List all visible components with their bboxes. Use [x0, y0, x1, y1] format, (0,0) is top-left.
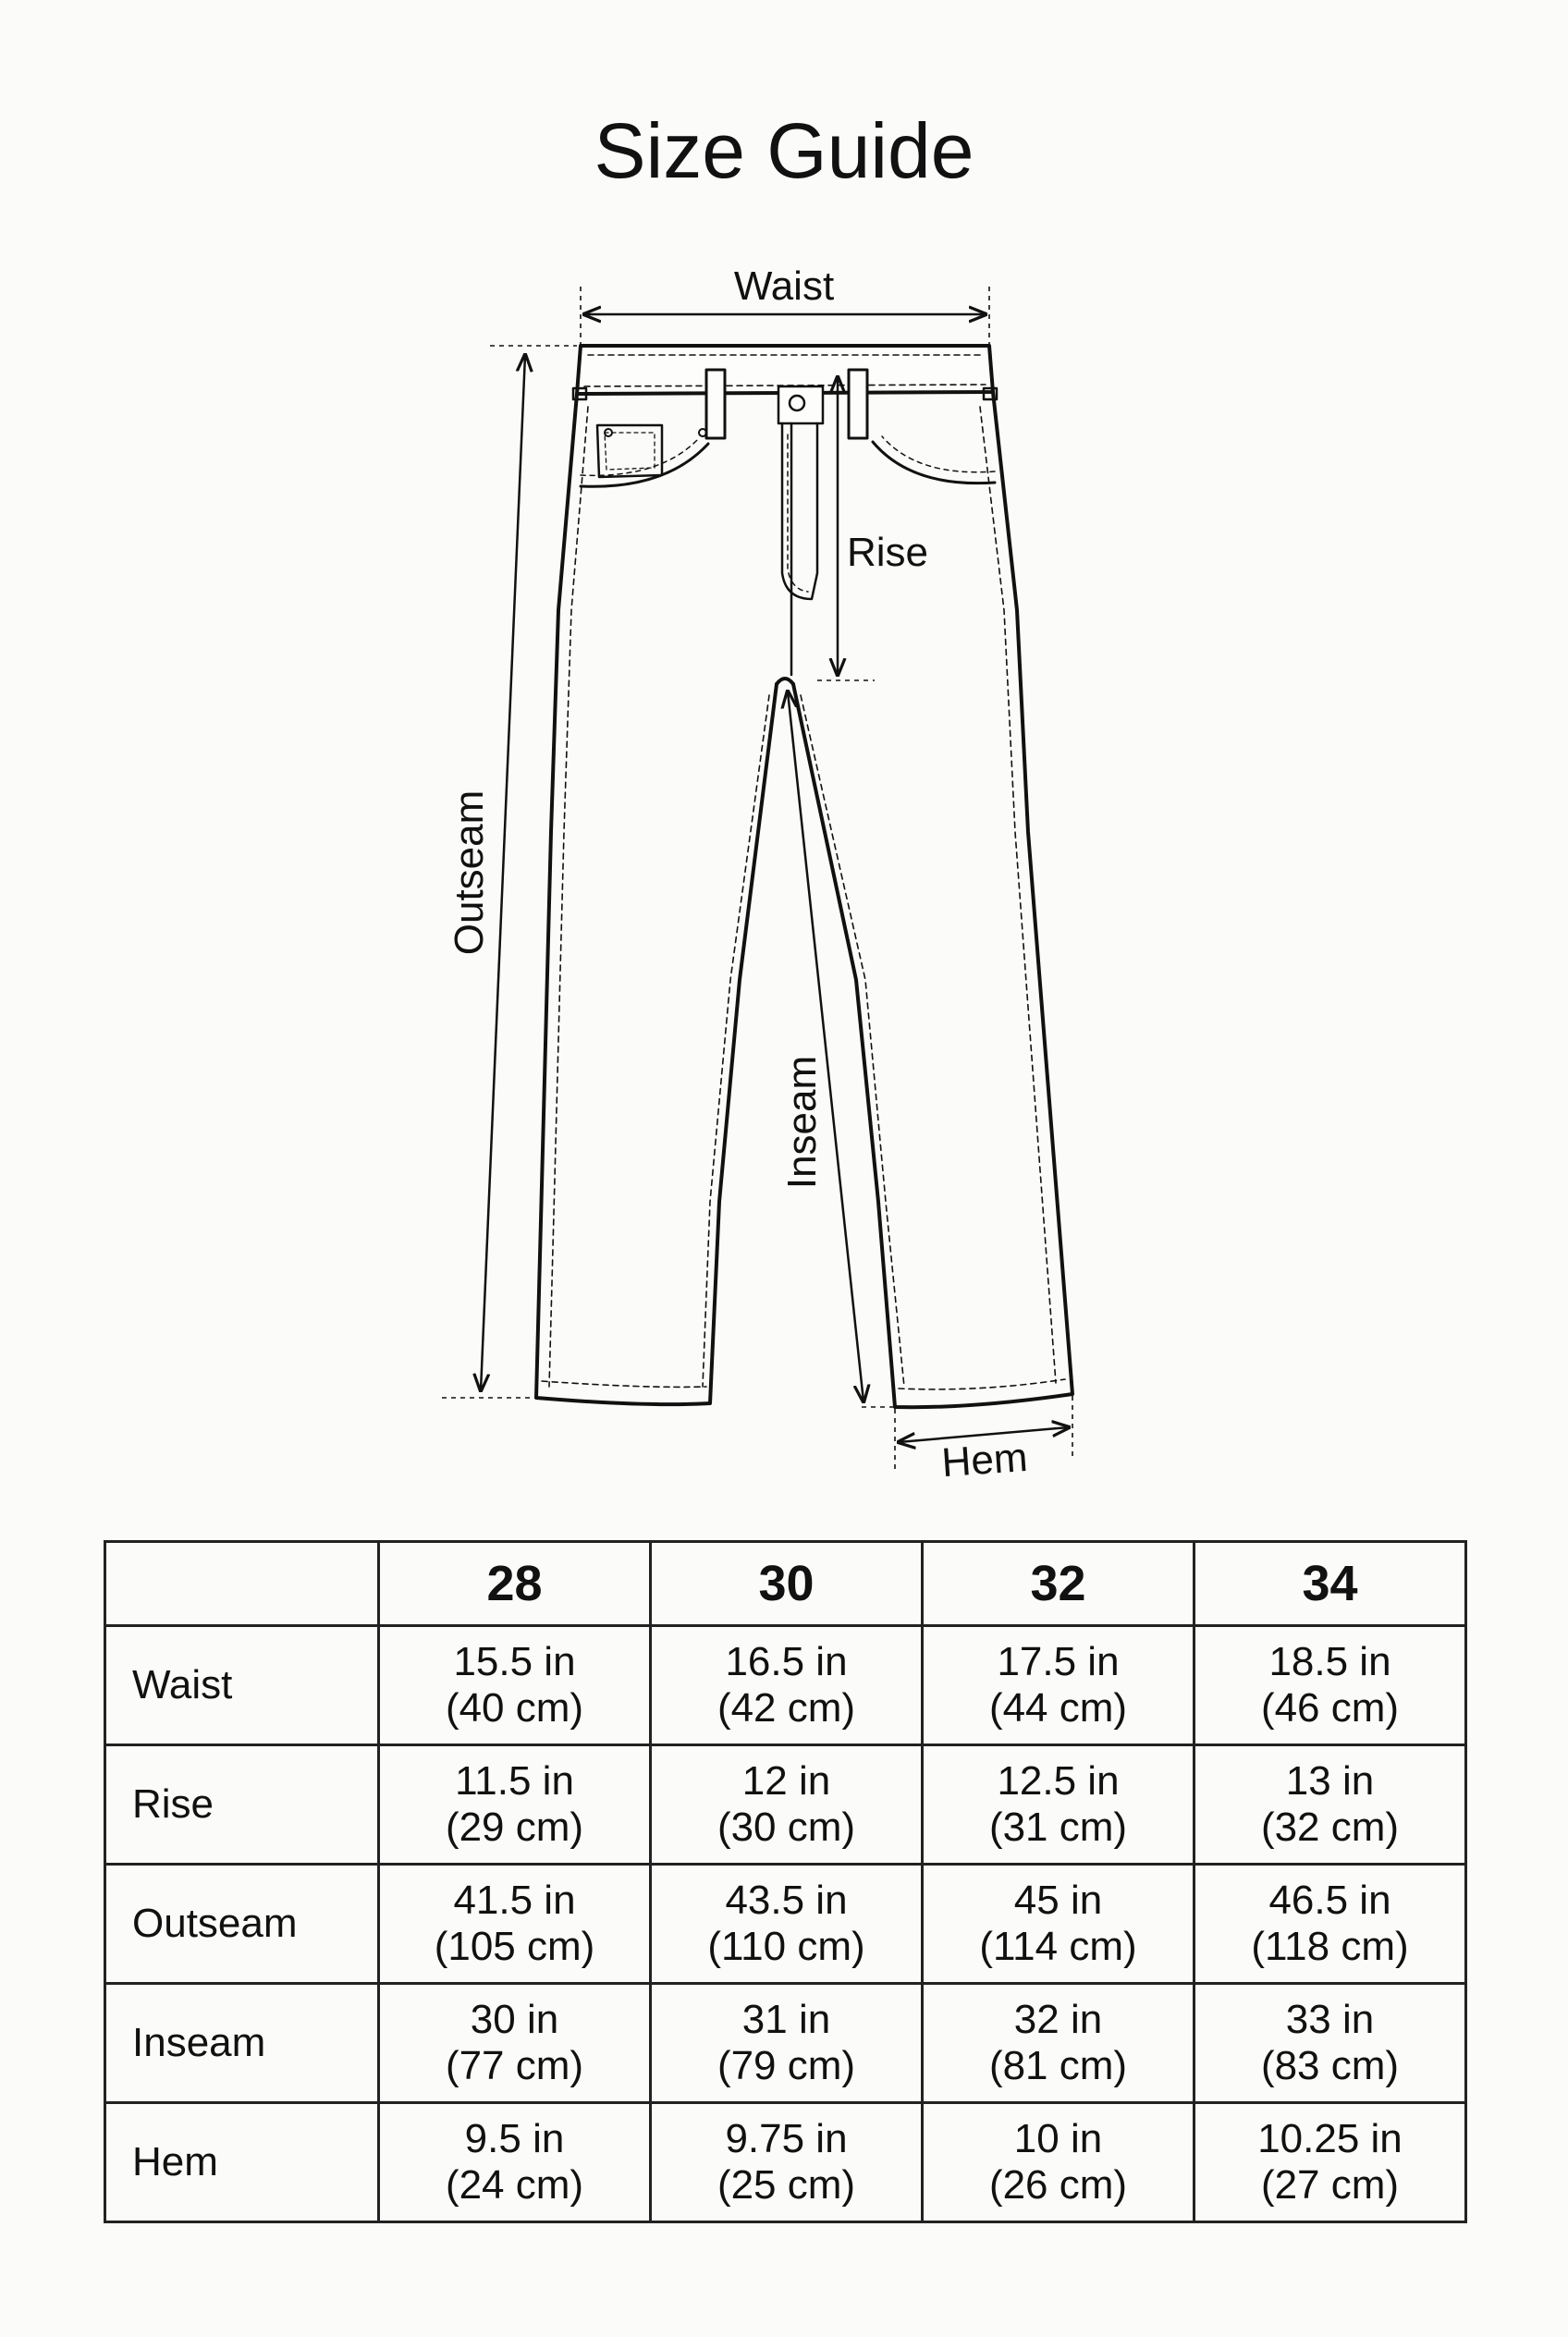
table-cell: 17.5 in (44 cm): [923, 1626, 1194, 1745]
table-cell: 10 in (26 cm): [923, 2103, 1194, 2222]
table-cell: 33 in (83 cm): [1194, 1984, 1466, 2103]
waist-label: Waist: [733, 263, 835, 309]
table-row: [105, 1984, 1466, 2103]
table-row: [105, 2103, 1466, 2222]
size-table: [104, 1540, 1467, 2223]
table-cell: 12 in (30 cm): [651, 1745, 923, 1865]
row-label: Rise: [105, 1745, 379, 1865]
table-cell: 45 in (114 cm): [923, 1865, 1194, 1984]
size-header: 30: [651, 1542, 923, 1626]
size-header: 28: [379, 1542, 651, 1626]
belt-loop: [706, 370, 725, 438]
table-cell: 31 in (79 cm): [651, 1984, 923, 2103]
row-label: Inseam: [105, 1984, 379, 2103]
table-row: [105, 1745, 1466, 1865]
table-header-row: [105, 1542, 1466, 1626]
table-cell: 13 in (32 cm): [1194, 1745, 1466, 1865]
belt-loop: [849, 370, 867, 438]
size-header: 32: [923, 1542, 1194, 1626]
hem-label: Hem: [939, 1434, 1030, 1487]
table-cell: 10.25 in (27 cm): [1194, 2103, 1466, 2222]
inseam-arrow: [788, 691, 864, 1401]
table-cell: 18.5 in (46 cm): [1194, 1626, 1466, 1745]
table-cell: 16.5 in (42 cm): [651, 1626, 923, 1745]
inseam-label: Inseam: [779, 1055, 825, 1190]
row-label: Outseam: [105, 1865, 379, 1984]
table-corner-cell: [105, 1542, 379, 1626]
row-label: Hem: [105, 2103, 379, 2222]
jeans-outline: [536, 346, 1072, 1407]
table-cell: 41.5 in (105 cm): [379, 1865, 651, 1984]
table-cell: 32 in (81 cm): [923, 1984, 1194, 2103]
table-cell: 30 in (77 cm): [379, 1984, 651, 2103]
table-cell: 9.5 in (24 cm): [379, 2103, 651, 2222]
rise-label: Rise: [847, 530, 929, 575]
table-cell: 43.5 in (110 cm): [651, 1865, 923, 1984]
size-header: 34: [1194, 1542, 1466, 1626]
button-tab: [778, 386, 823, 423]
table-cell: 9.75 in (25 cm): [651, 2103, 923, 2222]
table-cell: 12.5 in (31 cm): [923, 1745, 1194, 1865]
dimension-lines: [442, 287, 1072, 1470]
table-cell: 15.5 in (40 cm): [379, 1626, 651, 1745]
row-label: Waist: [105, 1626, 379, 1745]
table-cell: 46.5 in (118 cm): [1194, 1865, 1466, 1984]
outseam-label: Outseam: [447, 789, 492, 956]
left-leg-outline: [536, 394, 777, 1404]
table-row: [105, 1865, 1466, 1984]
table-cell: 11.5 in (29 cm): [379, 1745, 651, 1865]
page-title: Size Guide: [594, 107, 974, 194]
right-pocket: [873, 442, 995, 483]
right-leg-outline: [793, 392, 1072, 1407]
table-row: [105, 1626, 1466, 1745]
